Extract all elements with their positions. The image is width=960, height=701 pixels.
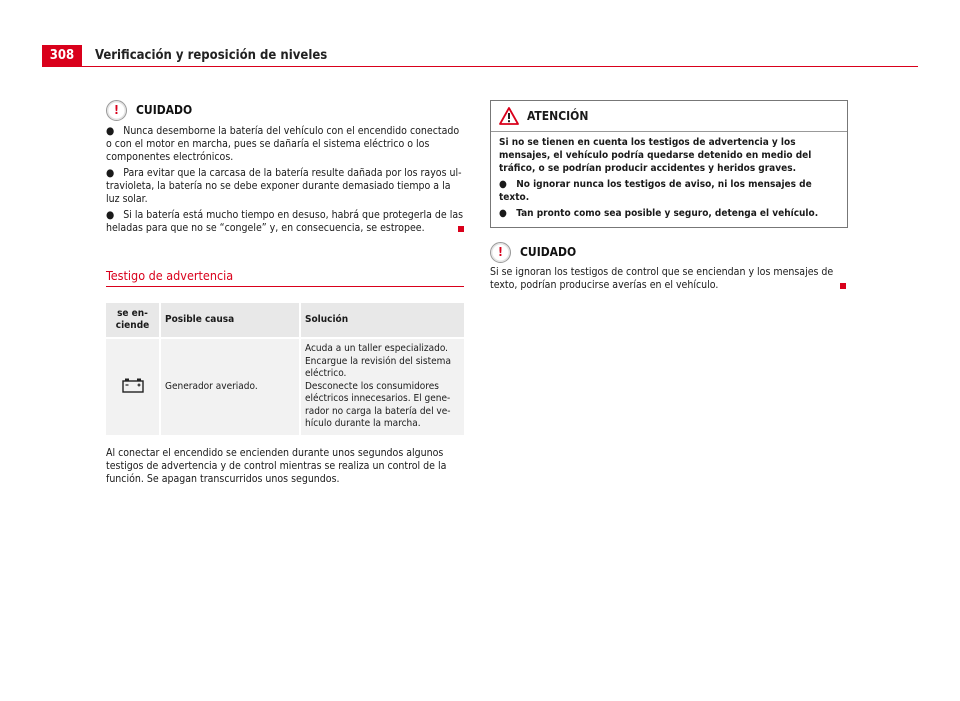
left-column [106, 100, 464, 486]
caution-title: CUIDADO [520, 245, 577, 259]
caution-body [106, 125, 464, 235]
warning-heading [491, 101, 847, 132]
caution2-block [490, 242, 848, 292]
caution-heading [106, 100, 464, 121]
section-title: Testigo de advertencia [106, 269, 464, 287]
caution-bullet: ● Si la batería está mucho tiempo en desuso, habrá que protegerla de las heladas para que no se “congele” y, en consecuencia, se estropee. [106, 209, 464, 234]
caution-bullet-text: Si la batería está mucho tiempo en desuso, habrá que protegerla de las heladas para que no se “congele” y, en consecuencia, se estropee. [106, 209, 464, 234]
exclamation-circle-icon: ! [490, 242, 511, 263]
table-row [106, 338, 464, 435]
warning-bullet: ● No ignorar nunca los testigos de aviso, ni los mensajes de texto. [499, 179, 812, 203]
warning-bullet-text: No ignorar nunca los testigos de aviso, ni los mensajes de texto. [499, 179, 812, 203]
warning-box [490, 100, 848, 228]
warning-bullet: ● Tan pronto como sea posible y seguro, detenga el vehículo. [499, 208, 819, 219]
exclamation-circle-icon: ! [106, 100, 127, 121]
warning-bullet-text: Tan pronto como sea posible y seguro, detenga el vehículo. [516, 208, 819, 219]
right-column [490, 100, 848, 292]
warning-triangle-icon [499, 107, 519, 125]
caution-bullet: ● Nunca desemborne la batería del vehículo con el encendido conectado o con el motor en marcha, pues se dañaría el sistema eléctrico o los componentes electrónicos. [106, 125, 460, 163]
caution-bullet-text: Nunca desemborne la batería del vehículo con el encendido conectado o con el motor en marcha, pues se dañaría el sistema eléctrico o los componentes electrónicos. [106, 125, 460, 163]
caution-heading [490, 242, 848, 263]
table-header-lights: se en- ciende [106, 303, 160, 338]
caution-bullet: ● Para evitar que la carcasa de la batería resulte dañada por los rayos ultravioleta, la batería no se debe exponer durante demasiado tiempo a la luz solar. [106, 167, 462, 205]
end-marker [840, 283, 846, 289]
body-paragraph: Al conectar el encendido se encienden durante unos segundos algunos testigos de advertencia y de control mientras se realiza un control de la función. Se apagan transcurridos unos segundos. [106, 446, 447, 485]
caution-text [490, 266, 848, 292]
warning-title: ATENCIÓN [527, 108, 589, 123]
warning-lamp-table [106, 303, 464, 435]
page-title: Verificación y reposición de niveles [95, 48, 328, 63]
warning-text: Si no se tienen en cuenta los testigos de advertencia y los mensajes, el vehículo podría quedarse detenido en medio del tráfico, o se podrían producir accidentes y heridos graves. [499, 137, 812, 174]
end-marker [458, 226, 464, 232]
table-cell-icon [106, 338, 160, 435]
caution-text-content: Si se ignoran los testigos de control que se enciendan y los mensajes de texto, podrían producirse averías en el vehículo. [490, 266, 834, 291]
caution-title: CUIDADO [136, 103, 193, 117]
page-number: 308 [42, 45, 82, 67]
caution-bullet-text: Para evitar que la carcasa de la batería resulte dañada por los rayos ultravioleta, la batería no se debe exponer durante demasiado tiempo a la luz solar. [106, 167, 462, 205]
battery-icon [122, 377, 144, 393]
table-cell-solution: Acuda a un taller especializado. Encargue la revisión del sistema eléctrico. Desconecte los consumidores eléctricos innecesarios. El generador no carga la batería del vehículo durante la marcha. [300, 338, 464, 435]
header-divider [42, 66, 918, 67]
warning-body [491, 132, 847, 227]
table-header-solution: Solución [300, 303, 464, 338]
table-cell-cause: Generador averiado. [160, 338, 300, 435]
table-header-cause: Posible causa [160, 303, 300, 338]
